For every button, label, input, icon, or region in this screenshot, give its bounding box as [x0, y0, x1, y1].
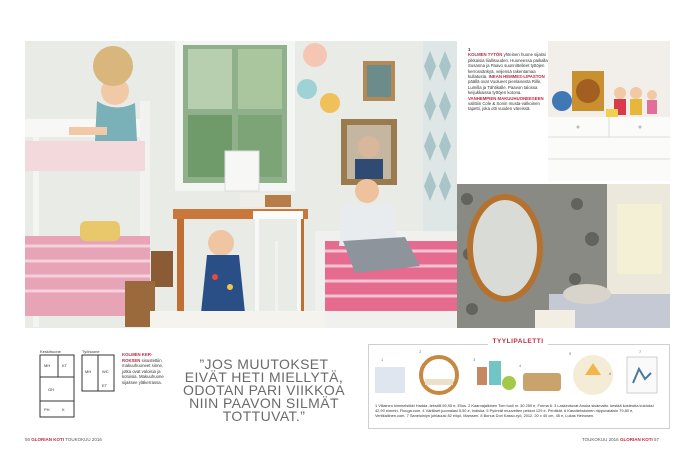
footer-right-page: 57: [653, 437, 659, 442]
caption-heading: KOLMEN TYTÖN: [468, 52, 503, 58]
plan-room-oh: OH: [48, 387, 54, 392]
palette-num-1: 1: [381, 357, 384, 362]
footer-left-issue: TOUKOKUU 2016: [65, 437, 102, 442]
caption-number: 1: [468, 47, 471, 52]
palette-title: [368, 338, 668, 345]
plan-caption: [122, 352, 170, 385]
footer-left: [25, 437, 102, 442]
plan-room-eteinen: ET: [102, 383, 108, 388]
plan-room-mh2: MH: [85, 369, 92, 374]
footer-right-issue: TOUKOKUU 2016: [582, 437, 619, 442]
plan-room-mh: MH: [44, 363, 51, 368]
footer-left-page: 56: [25, 437, 31, 442]
palette-products: [369, 345, 669, 405]
pull-quote: ”JOS MUUTOKSET EIVÄT HETI MIELLYTÄ, ODOTAN PARI VIIKKOA NIIN PAAVON SILMÄT TOTTUVAT.”: [183, 356, 345, 424]
palette-description: 1 Villainen kimmelsilkki Hadda -tekstiili 59,95 e, Ellos. 2 Kaarnajalkinen Tom tuoli nr. 30 259 e, Forma 6. 3 Laskeutuvat Anuka sisämatto. kestää kosteutta kuiduksi 42,90 e/metri, Fluuga.com. 4 Värilliset juomalasi 5,50 e, Indiska. 5 Pyöreät muuvetten pekkot 129 e. Pentikät. 6 Kasvitekstoinen riippuvalaisin 79,80 e, Vertikallinen.com. 7 Saneluiniyn juhlauusi 82 e/kpl, Marssen. 8 Bonus Dori Kasso-ryö, 2012. 20 x 40 cm, 45 e, Lukas Heinosen.: [375, 403, 654, 418]
plan-label-keskihuone: Keskihuone: [40, 349, 61, 354]
childrens-room-illustration: [25, 41, 457, 328]
plan-room-kt: KT: [62, 363, 68, 368]
palette-num-3: 3: [473, 357, 476, 362]
palette-num-7: 7: [639, 349, 642, 354]
floor-plan: [38, 349, 116, 419]
caption-heading-3: VANHEMPIEN MAKUUHUONEESEEN: [468, 95, 544, 101]
plan-caption-heading: KOLMEN KER-ROKSEN: [122, 352, 153, 363]
palette-num-6: 6: [609, 371, 612, 376]
photo-dresser-shelf: [548, 41, 670, 181]
plan-label-tyohuone: Työhuone: [82, 349, 100, 354]
dresser-illustration: [548, 41, 670, 181]
plan-caption-text: sisustettiin makuuhuoneet sinne, jotka ovat valoisia ja kotoisia. Makuuhuone sijaitsee yläkerrassa.: [122, 357, 164, 385]
caption-text-3: valittiin Cole & Sonin musta-valkoinen tapetti, joka otti vuoden väreissä.: [468, 101, 540, 112]
photo-parents-bedroom: [457, 184, 670, 328]
bedroom-illustration: [457, 184, 670, 328]
palette-num-5: 5: [569, 351, 572, 356]
plan-room-wc: WC: [102, 369, 109, 374]
plan-room-k: K: [62, 407, 65, 412]
plan-room-ph: PH: [44, 407, 50, 412]
footer-right-brand: GLORIAN KOTI: [619, 437, 653, 442]
caption-heading-2: INEAN HEMMES-LIPASTON: [488, 74, 545, 80]
footer-right: [582, 437, 659, 442]
photo-childrens-room: [25, 41, 457, 328]
footer-left-brand: GLORIAN KOTI: [31, 437, 65, 442]
caption-text-1: yhteinen huone sijaitsi pikkaisia liiallisuuden. Huoneessa paikalla Susanna ja Paavo suunnittelleet tyttöjen kerrossänkyä, veljensä rakentamaa kullatusta.: [468, 52, 548, 80]
photo-caption: [468, 47, 548, 187]
palette-num-2: 2: [419, 349, 422, 354]
caption-text-2: päällä ovat Vuolueet pienlaisesta Rille, Lumilla ja Tähtikalle. Paavon talossa keijukkaissa tyttöjen kotona.: [468, 79, 542, 96]
palette-title-text: TYYLIPALETTI: [488, 338, 547, 345]
floor-plan-drawing: [38, 349, 116, 419]
palette-num-4: 4: [519, 363, 522, 368]
